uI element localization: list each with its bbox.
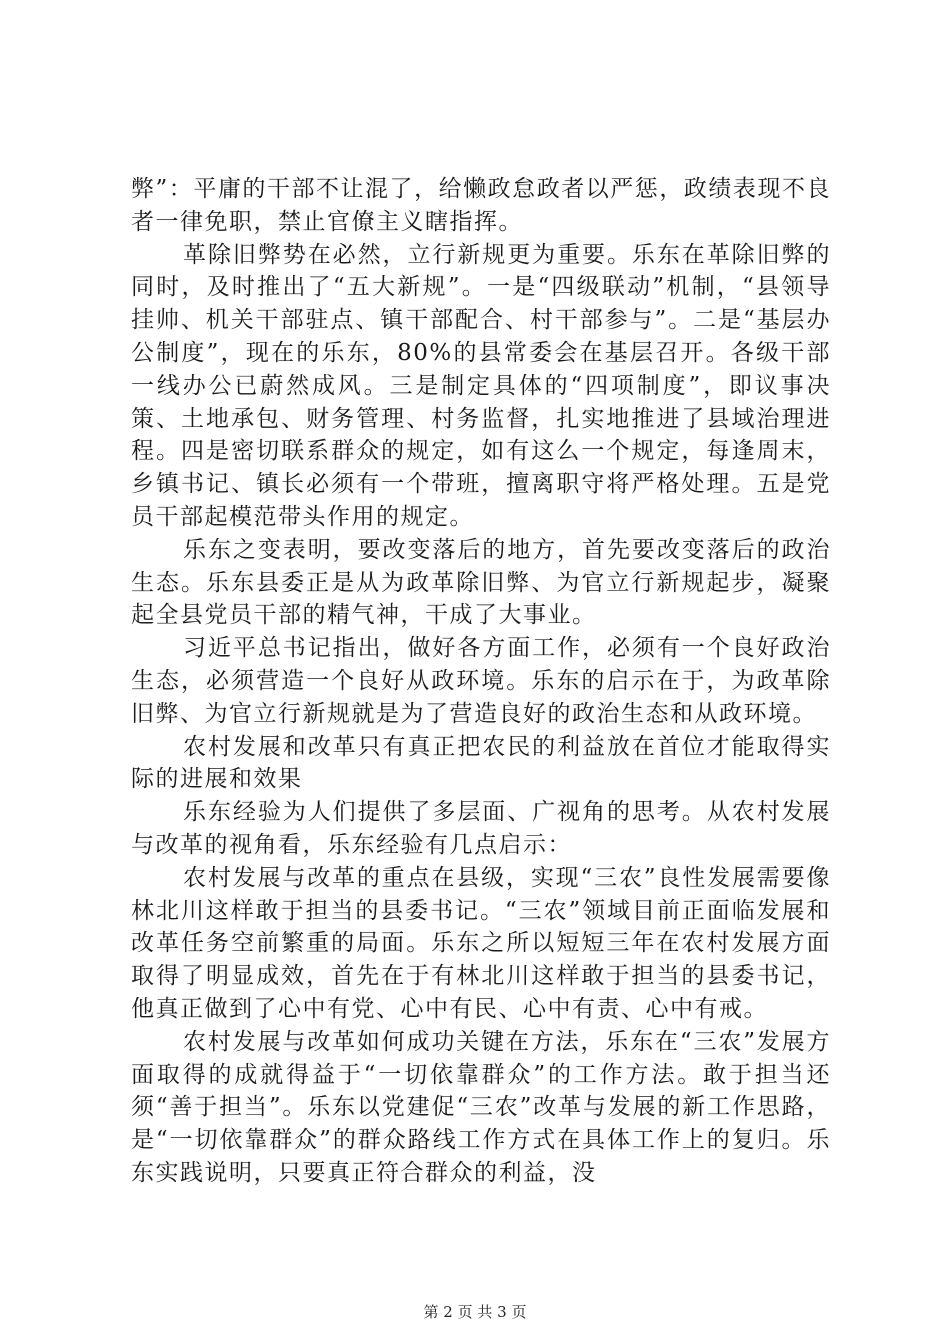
paragraph-1: 弊”：平庸的干部不让混了，给懒政怠政者以严惩，政绩表现不良者一律免职，禁止官僚主义瞎指挥。 xyxy=(131,176,831,235)
paragraph-2: 革除旧弊势在必然，立行新规更为重要。乐东在革除旧弊的同时，及时推出了“五大新规”。一是“四级联动”机制，“县领导挂帅、机关干部驻点、镇干部配合、村干部参与”。二是“基层办公制度”，现在的乐东，80%的县常委会在基层召开。各级干部一线办公已蔚然成风。三是制定具体的“四项制度”，即议事决策、土地承包、财务管理、村务监督，扎实地推进了县域治理进程。四是密切联系群众的规定，如有这么一个规定，每逢周末，乡镇书记、镇长必须有一个带班，擅离职守将严格处理。五是党员干部起模范带头作用的规定。 xyxy=(131,241,831,530)
paragraph-4: 习近平总书记指出，做好各方面工作，必须有一个良好政治生态，必须营造一个良好从政环境。乐东的启示在于，为政革除旧弊、为官立行新规就是为了营造良好的政治生态和从政环境。 xyxy=(131,635,831,727)
section-heading: 农村发展和改革只有真正把农民的利益放在首位才能取得实际的进展和效果 xyxy=(131,733,831,793)
paragraph-3: 乐东之变表明，要改变落后的地方，首先要改变落后的政治生态。乐东县委正是从为政革除旧弊、为官立行新规起步，凝聚起全县党员干部的精气神，干成了大事业。 xyxy=(131,536,831,629)
paragraph-6: 农村发展与改革的重点在县级，实现“三农”良性发展需要像林北川这样敢于担当的县委书记。“三农”领域目前正面临发展和改革任务空前繁重的局面。乐东之所以短短三年在农村发展方面取得了明显成效，首先在于有林北川这样敢于担当的县委书记，他真正做到了心中有党、心中有民、心中有责、心中有戒。 xyxy=(131,864,831,1022)
paragraph-7: 农村发展与改革如何成功关键在方法，乐东在“三农”发展方面取得的成就得益于“一切依靠群众”的工作方法。敢于担当还须“善于担当”。乐东以党建促“三农”改革与发展的新工作思路，是“一切依靠群众”的群众路线工作方式在具体工作上的复归。乐东实践说明，只要真正符合群众的利益，没 xyxy=(131,1028,831,1186)
body-text xyxy=(131,173,831,1190)
page-number-footer: 第 2 页 共 3 页 xyxy=(423,1303,527,1321)
paragraph-5: 乐东经验为人们提供了多层面、广视角的思考。从农村发展与改革的视角看，乐东经验有几点启示： xyxy=(131,799,831,858)
